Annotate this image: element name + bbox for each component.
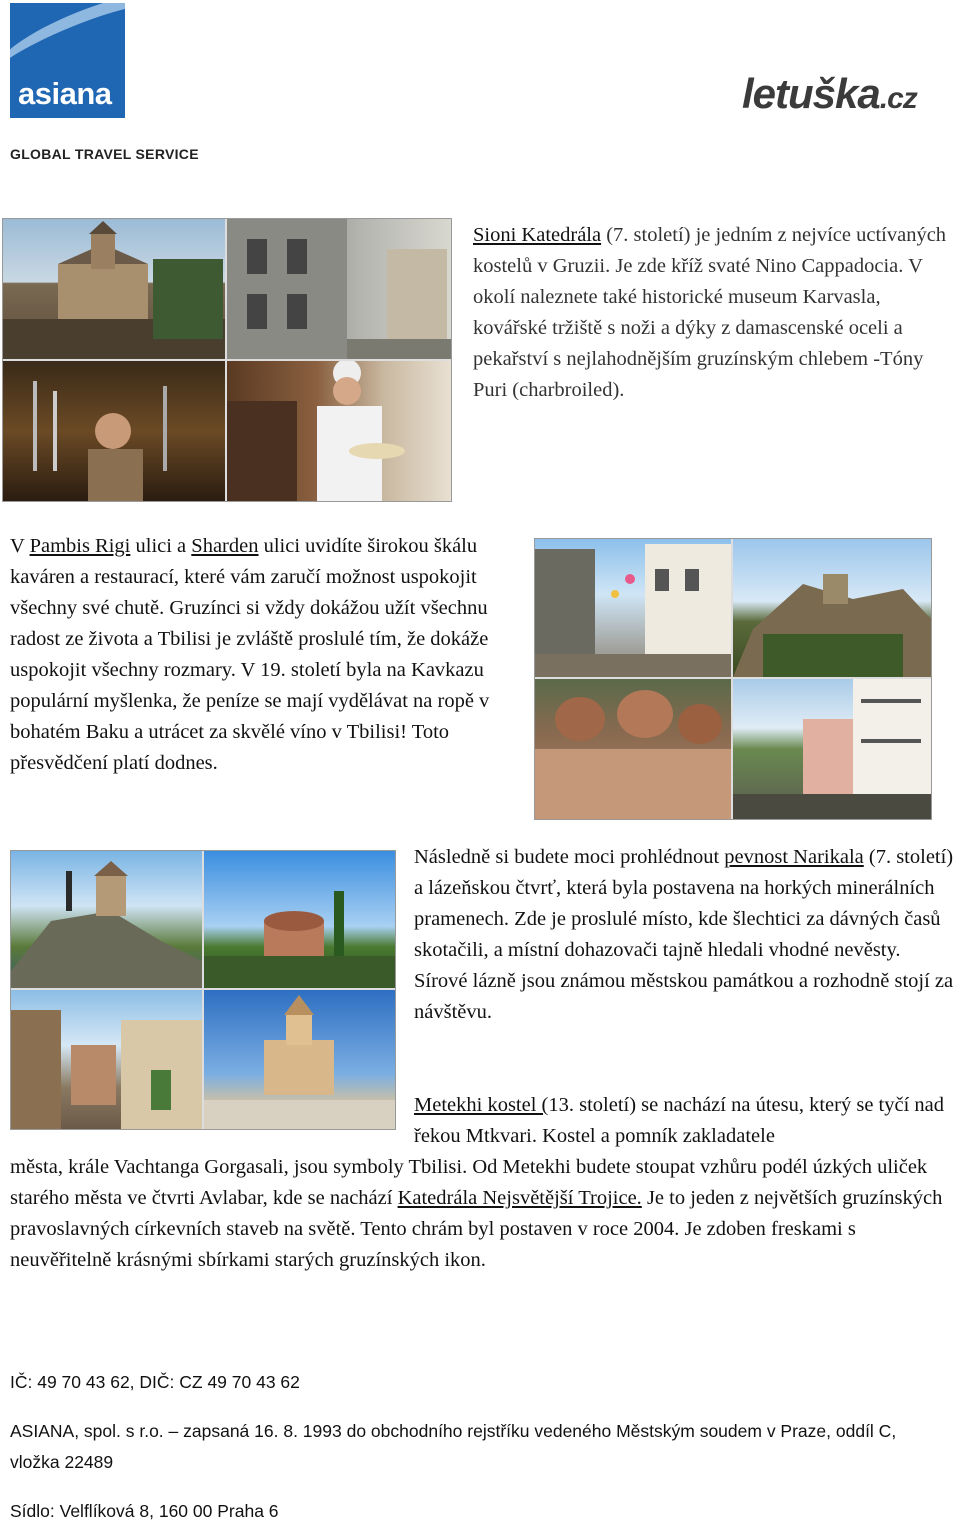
pambis-text-3: ulici uvidíte širokou škálu kaváren a restaurací, které vám zaručí možnost uspokojit všechny své chutě. Gruzínci si vždy dokážou užít všechnu radost ze života a Tbilisi je zvláště proslulé tím, že dokáže uspokojit všechny rozmary. V 19. století byla na Kavkazu populární myšlenka, že peníze se mají vydělávat na ropě v bohatém Baku a utrácet za skvělé víno v Tbilisi! Toto přesvědčení platí dodnes. bbox=[10, 535, 490, 774]
sioni-photo-collage bbox=[2, 218, 452, 502]
landmarks-photo-collage bbox=[10, 850, 396, 1130]
metekhi-paragraph-bottom bbox=[10, 1152, 955, 1276]
photo-sioni-cathedral bbox=[3, 219, 225, 359]
asiana-logo-text: asiana bbox=[18, 76, 112, 111]
letuska-logo-text: letuška bbox=[742, 70, 880, 117]
footer-registry: ASIANA, spol. s r.o. – zapsaná 16. 8. 1993 do obchodního rejstříku vedeného Městským soudem v Praze, oddíl C, vložka 22489 bbox=[10, 1421, 897, 1472]
asiana-logo bbox=[10, 3, 125, 118]
photo-pedestrian-street bbox=[535, 539, 731, 677]
photo-narikala-fortress bbox=[733, 539, 931, 677]
sioni-text: (7. století) je jedním z nejvíce uctívaných kostelů v Gruzii. Je zde kříž svaté Nino Cappadocia. V okolí naleznete také historické museum Karvasla, kovářské tržiště s noži a dýky z damascenské oceli a pekařství s nejlahodnějším gruzínským chlebem -Tóny Puri (charbroiled). bbox=[473, 224, 947, 401]
pambis-text-2: ulici a bbox=[130, 535, 192, 557]
sharden-keyword: Sharden bbox=[191, 535, 259, 557]
photo-bread-baker bbox=[227, 361, 451, 501]
trinity-cathedral-keyword: Katedrála Nejsvětější Trojice. bbox=[397, 1187, 642, 1209]
metekhi-keyword: Metekhi kostel ( bbox=[414, 1094, 549, 1116]
footer-company-ids: IČ: 49 70 43 62, DIČ: CZ 49 70 43 62 bbox=[10, 1372, 300, 1392]
photo-sulfur-baths bbox=[535, 679, 731, 819]
sioni-paragraph bbox=[473, 220, 958, 406]
narikala-text-2: (7. století) a lázeňskou čtvrť, která byla postavena na horkých minerálních pramenech. Zde je proslulé místo, kde šlechtici za dávných časů skotačili, a místní dohazovači tajně hledali vhodné nevěsty. Sírové lázně jsou známou městskou památkou a rozhodně stojí za návštěvu. bbox=[414, 846, 954, 1023]
photo-riverside-buildings bbox=[204, 851, 395, 988]
pambis-text-1: V bbox=[10, 535, 30, 557]
metekhi-text-1: 13. století) se nachází na útesu, který se tyčí nad řekou Mtkvari. Kostel a pomník zakladatele bbox=[414, 1094, 945, 1147]
streets-photo-collage bbox=[534, 538, 932, 820]
narikala-keyword: pevnost Narikala bbox=[724, 846, 864, 868]
metekhi-text-2: města, krále Vachtanga Gorgasali, jsou symboly Tbilisi. Od Metekhi budete stoupat vzhůru podél úzkých uliček starého města ve čtvrti Avlabar, kde se nachází bbox=[10, 1156, 928, 1209]
photo-old-town bbox=[11, 990, 202, 1129]
sioni-title: Sioni Katedrála bbox=[473, 224, 602, 246]
pambis-rigi-keyword: Pambis Rigi bbox=[29, 535, 131, 557]
photo-trinity-cathedral bbox=[204, 990, 395, 1129]
letuska-logo bbox=[742, 70, 917, 118]
footer-address: Sídlo: Velflíková 8, 160 00 Praha 6 bbox=[10, 1501, 279, 1521]
pambis-paragraph bbox=[10, 531, 525, 779]
photo-metekhi-church bbox=[11, 851, 202, 988]
narikala-text-1: Následně si budete moci prohlédnout bbox=[414, 846, 725, 868]
metekhi-paragraph-top bbox=[414, 1090, 959, 1152]
metekhi-text-3: Je to jeden z největších gruzínských pravoslavných církevních staveb na světě. Tento chrám byl postaven v roce 2004. Je zdoben freskami s neuvěřitelně krásnými sbírkami starých gruzínských ikon. bbox=[10, 1187, 943, 1271]
photo-old-street bbox=[227, 219, 451, 359]
photo-balconies bbox=[733, 679, 931, 819]
company-tagline: GLOBAL TRAVEL SERVICE bbox=[10, 146, 199, 162]
letuska-logo-tld: .cz bbox=[879, 82, 917, 115]
narikala-paragraph bbox=[414, 842, 959, 1028]
photo-knife-smith bbox=[3, 361, 225, 501]
